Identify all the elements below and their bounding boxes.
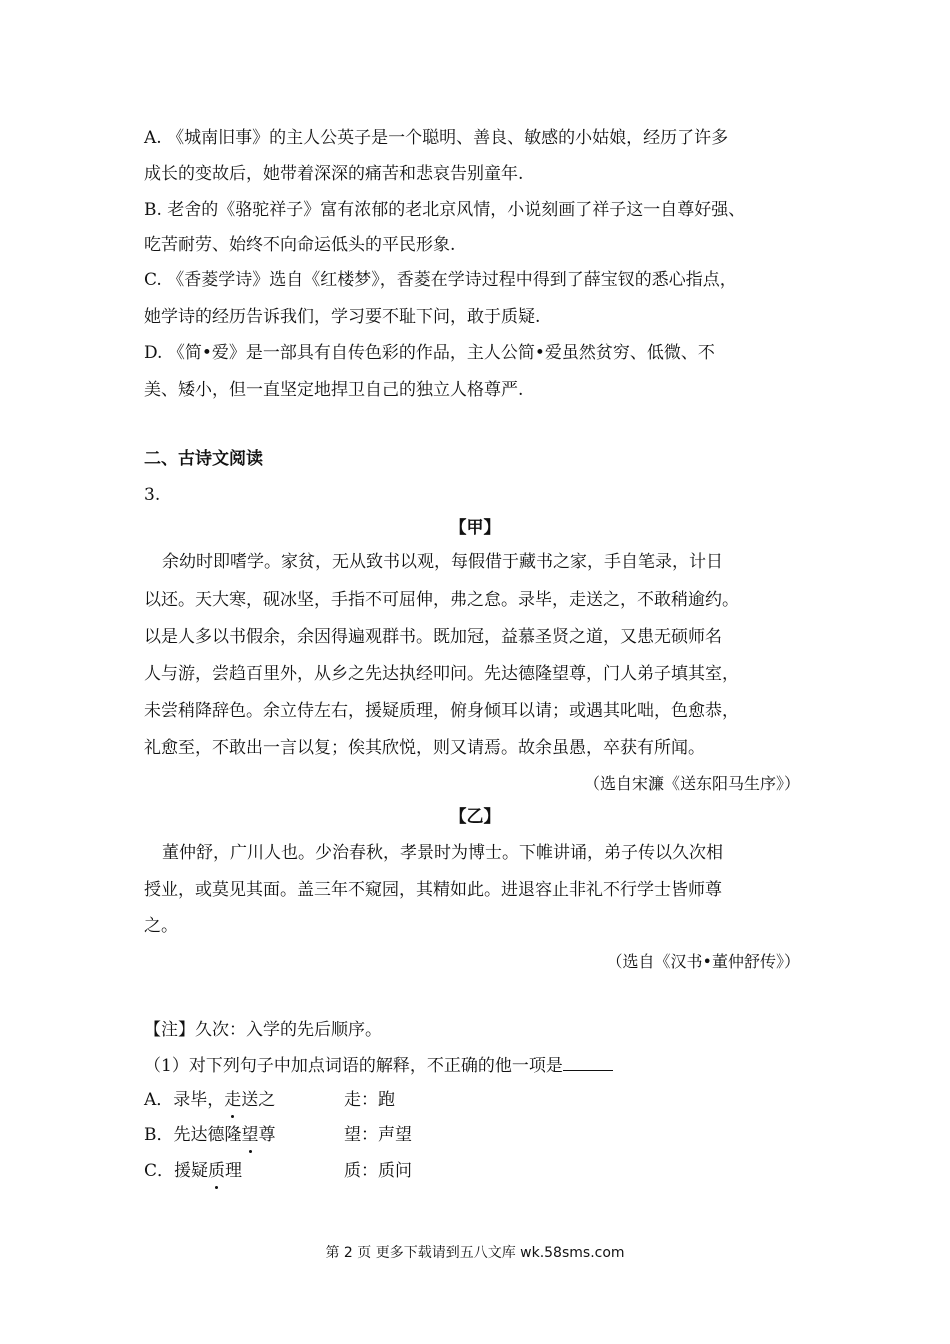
passage-a-line: 人与游，尝趋百里外，从乡之先达执经叩问。先达德隆望尊，门人弟子填其室， [144, 664, 739, 684]
option-d-line2: 美、矮小，但一直坚定地捍卫自己的独立人格尊严. [144, 380, 524, 400]
annotation-note: 【注】久次：入学的先后顺序。 [144, 1020, 382, 1040]
option-c-line1: C. 《香菱学诗》选自《红楼梦》，香菱在学诗过程中得到了薛宝钗的悉心指点， [144, 270, 737, 290]
passage-b-line: 授业，或莫见其面。盖三年不窥园，其精如此。进退容止非礼不行学士皆师尊 [144, 880, 722, 900]
sub-question-text: （1）对下列句子中加点词语的解释，不正确的他一项是 [144, 1056, 563, 1076]
choice-c-meaning: 质：质问 [344, 1161, 412, 1181]
dotted-word: 质 [208, 1161, 226, 1181]
choice-b-meaning: 望：声望 [344, 1125, 412, 1145]
page-footer: 第 2 页 更多下载请到五八文库 wk.58sms.com [325, 1245, 625, 1261]
passage-a-line: 以是人多以书假余，余因得遍观群书。既加冠，益慕圣贤之道，又患无硕师名 [144, 627, 722, 647]
section-title: 二、古诗文阅读 [144, 449, 263, 469]
passage-a-line: 未尝稍降辞色。余立侍左右，援疑质理，俯身倾耳以请；或遇其叱咄，色愈恭， [144, 701, 739, 721]
choice-c [144, 1160, 242, 1182]
option-d-line1: D. 《简•爱》是一部具有自传色彩的作品，主人公简•爱虽然贫穷、低微、不 [144, 343, 715, 363]
option-b-line1: B. 老舍的《骆驼祥子》富有浓郁的老北京风情，小说刻画了祥子这一自尊好强、 [144, 200, 746, 220]
passage-a-line: 礼愈至，不敢出一言以复；俟其欣悦，则又请焉。故余虽愚，卒获有所闻。 [144, 738, 705, 758]
passage-b-line: 之。 [144, 916, 178, 936]
option-c-line2: 她学诗的经历告诉我们，学习要不耻下问，敢于质疑. [144, 307, 541, 327]
passage-b-line: 董仲舒，广川人也。少治春秋，孝景时为博士。下帷讲诵，弟子传以久次相 [162, 843, 723, 863]
choice-b-rest: 尊 [258, 1125, 276, 1145]
answer-blank [563, 1054, 613, 1071]
choice-b-label: B．先达德隆 [144, 1125, 242, 1145]
passage-a-line: 以还。天大寒，砚冰坚，手指不可屈伸，弗之怠。录毕，走送之，不敢稍逾约。 [144, 590, 739, 610]
question-number: 3. [144, 485, 161, 505]
choice-c-rest: 理 [225, 1161, 243, 1181]
choice-a [144, 1089, 275, 1111]
passage-a-heading: 【甲】 [449, 518, 501, 538]
sub-question [144, 1054, 613, 1077]
choice-b [144, 1124, 276, 1146]
passage-a-source: （选自宋濂《送东阳马生序》） [583, 774, 800, 793]
option-a-line1: A. 《城南旧事》的主人公英子是一个聪明、善良、敏感的小姑娘，经历了许多 [144, 128, 729, 148]
passage-b-source: （选自《汉书•董仲舒传》） [606, 952, 800, 971]
choice-a-label: A．录毕， [144, 1090, 225, 1110]
choice-a-rest: 送之 [241, 1090, 276, 1110]
choice-c-label: C．援疑 [144, 1161, 209, 1181]
dotted-word: 望 [241, 1125, 259, 1145]
option-b-line2: 吃苦耐劳、始终不向命运低头的平民形象. [144, 235, 456, 255]
dotted-word: 走 [224, 1090, 242, 1110]
option-a-line2: 成长的变故后，她带着深深的痛苦和悲哀告别童年. [144, 164, 524, 184]
choice-a-meaning: 走：跑 [344, 1090, 395, 1110]
passage-a-line: 余幼时即嗜学。家贫，无从致书以观，每假借于藏书之家，手自笔录，计日 [162, 552, 723, 572]
passage-b-heading: 【乙】 [449, 807, 501, 827]
